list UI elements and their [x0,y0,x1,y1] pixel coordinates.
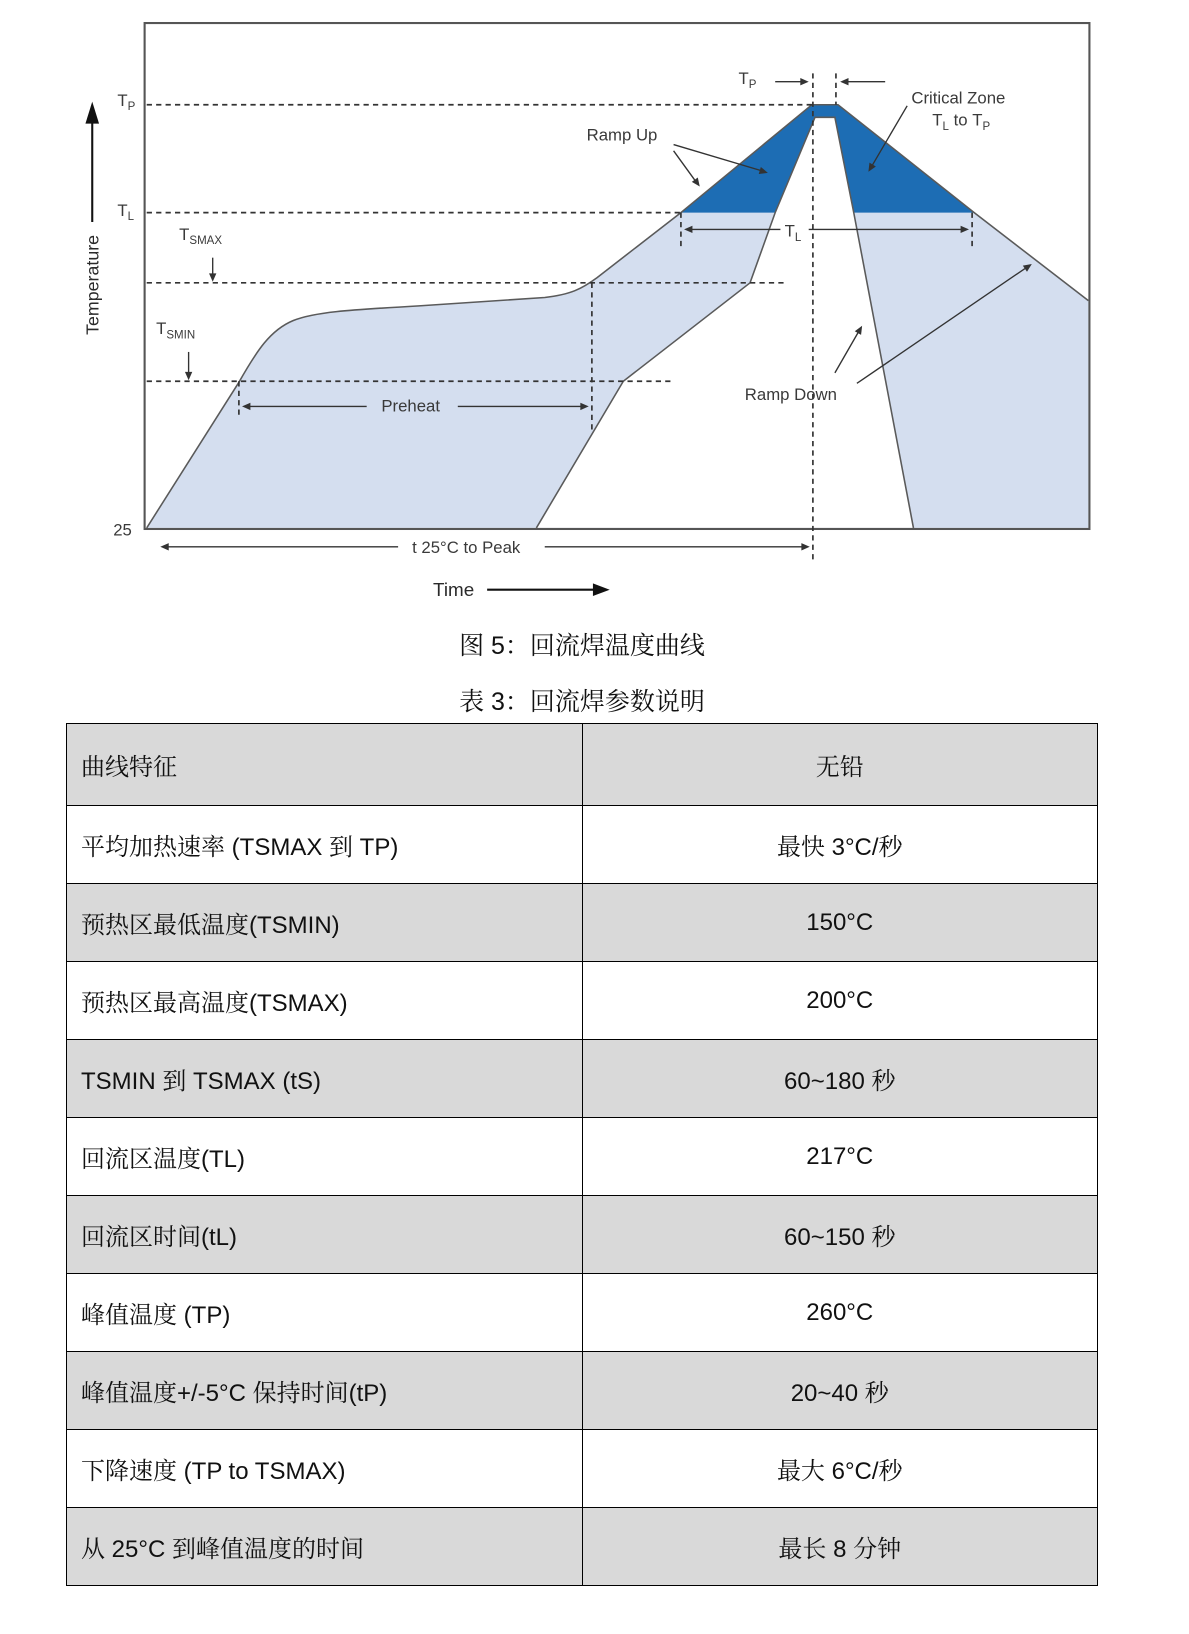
figure-caption: 图 5：回流焊温度曲线 [459,632,705,660]
tsmin-pointer [185,352,192,380]
critical-zone-from-sub: L [942,120,949,133]
row-value: 60~180 秒 [582,1040,1098,1118]
critical-zone-title: Critical Zone [911,88,1006,108]
row-feature: 峰值温度 (TP) [67,1274,583,1352]
arrowhead [692,178,700,187]
y-axis-label: Temperature [82,234,103,335]
table-row [67,962,1098,1040]
tp-level-label [117,91,135,113]
tl-level-label [117,201,134,223]
table-row [67,1040,1098,1118]
arrowhead [185,372,192,380]
row-feature: 回流区温度(TL) [67,1118,583,1196]
reflow-profile-diagram [0,0,1189,618]
tl-window-sub: L [794,231,802,244]
row-feature: 回流区时间(tL) [67,1196,583,1274]
ramp-up-label: Ramp Up [586,125,658,145]
reflow-parameter-table [66,723,1098,1586]
tp-window-sub: P [748,78,757,91]
row-feature: 下降速度 (TP to TSMAX) [67,1430,583,1508]
tsmin-label [156,319,195,341]
arrowhead [160,543,168,550]
row-value: 150°C [582,884,1098,962]
table-row [67,884,1098,962]
arrowhead [209,273,216,281]
tl-level-base: T [117,200,128,220]
tsmax-base: T [179,224,190,244]
critical-zone-to-sub: P [982,120,991,133]
tsmax-pointer [209,258,216,282]
row-feature: 预热区最低温度(TSMIN) [67,884,583,962]
critical-zone-to-base: T [972,110,983,130]
ramp-up-arrow-2 [674,151,696,181]
y-axis-arrow [85,102,99,222]
arrowhead [800,78,808,85]
preheat-label: Preheat [381,396,441,416]
tp-window-label [739,69,757,91]
table-row [67,806,1098,884]
table-row [67,1508,1098,1586]
tsmin-base: T [156,319,167,339]
critical-zone-range [932,111,990,133]
tp-level-sub: P [127,100,136,113]
row-value: 217°C [582,1118,1098,1196]
ramp-down-label: Ramp Down [744,385,837,405]
header-feature: 曲线特征 [67,724,583,806]
table-row [67,1430,1098,1508]
table-row [67,1352,1098,1430]
row-value: 最大 6°C/秒 [582,1430,1098,1508]
x-axis-arrowhead [593,583,610,596]
tp-window-base: T [738,68,749,88]
arrowhead [840,78,848,85]
tl-level-sub: L [127,210,135,223]
row-feature: 从 25°C 到峰值温度的时间 [67,1508,583,1586]
row-feature: 平均加热速率 (TSMAX 到 TP) [67,806,583,884]
row-value: 60~150 秒 [582,1196,1098,1274]
x-axis-label: Time [433,579,475,601]
header-lead-free: 无铅 [582,724,1098,806]
row-value: 260°C [582,1274,1098,1352]
row-feature: TSMIN 到 TSMAX (tS) [67,1040,583,1118]
table-header-row [67,724,1098,806]
critical-zone-from-base: T [932,110,943,130]
tsmax-sub: SMAX [189,235,223,248]
row-value: 最快 3°C/秒 [582,806,1098,884]
x-axis-arrow [487,583,610,596]
row-feature: 峰值温度+/-5°C 保持时间(tP) [67,1352,583,1430]
table-row [67,1118,1098,1196]
table-row [67,1196,1098,1274]
arrowhead [801,543,809,550]
tsmax-label [179,225,222,247]
row-feature: 预热区最高温度(TSMAX) [67,962,583,1040]
y-axis-arrowhead [85,102,99,124]
critical-zone-joiner: to [948,110,973,130]
ambient-level-label: 25 [113,520,132,540]
row-value: 200°C [582,962,1098,1040]
tl-window-base: T [784,221,795,241]
tp-level-base: T [117,90,128,110]
table-caption: 表 3：回流焊参数说明 [459,688,705,716]
row-value: 最长 8 分钟 [582,1508,1098,1586]
time-to-peak-label: t 25°C to Peak [412,538,521,558]
tsmin-sub: SMIN [166,329,196,342]
row-value: 20~40 秒 [582,1352,1098,1430]
tp-window-arrows [775,78,885,85]
table-row [67,1274,1098,1352]
